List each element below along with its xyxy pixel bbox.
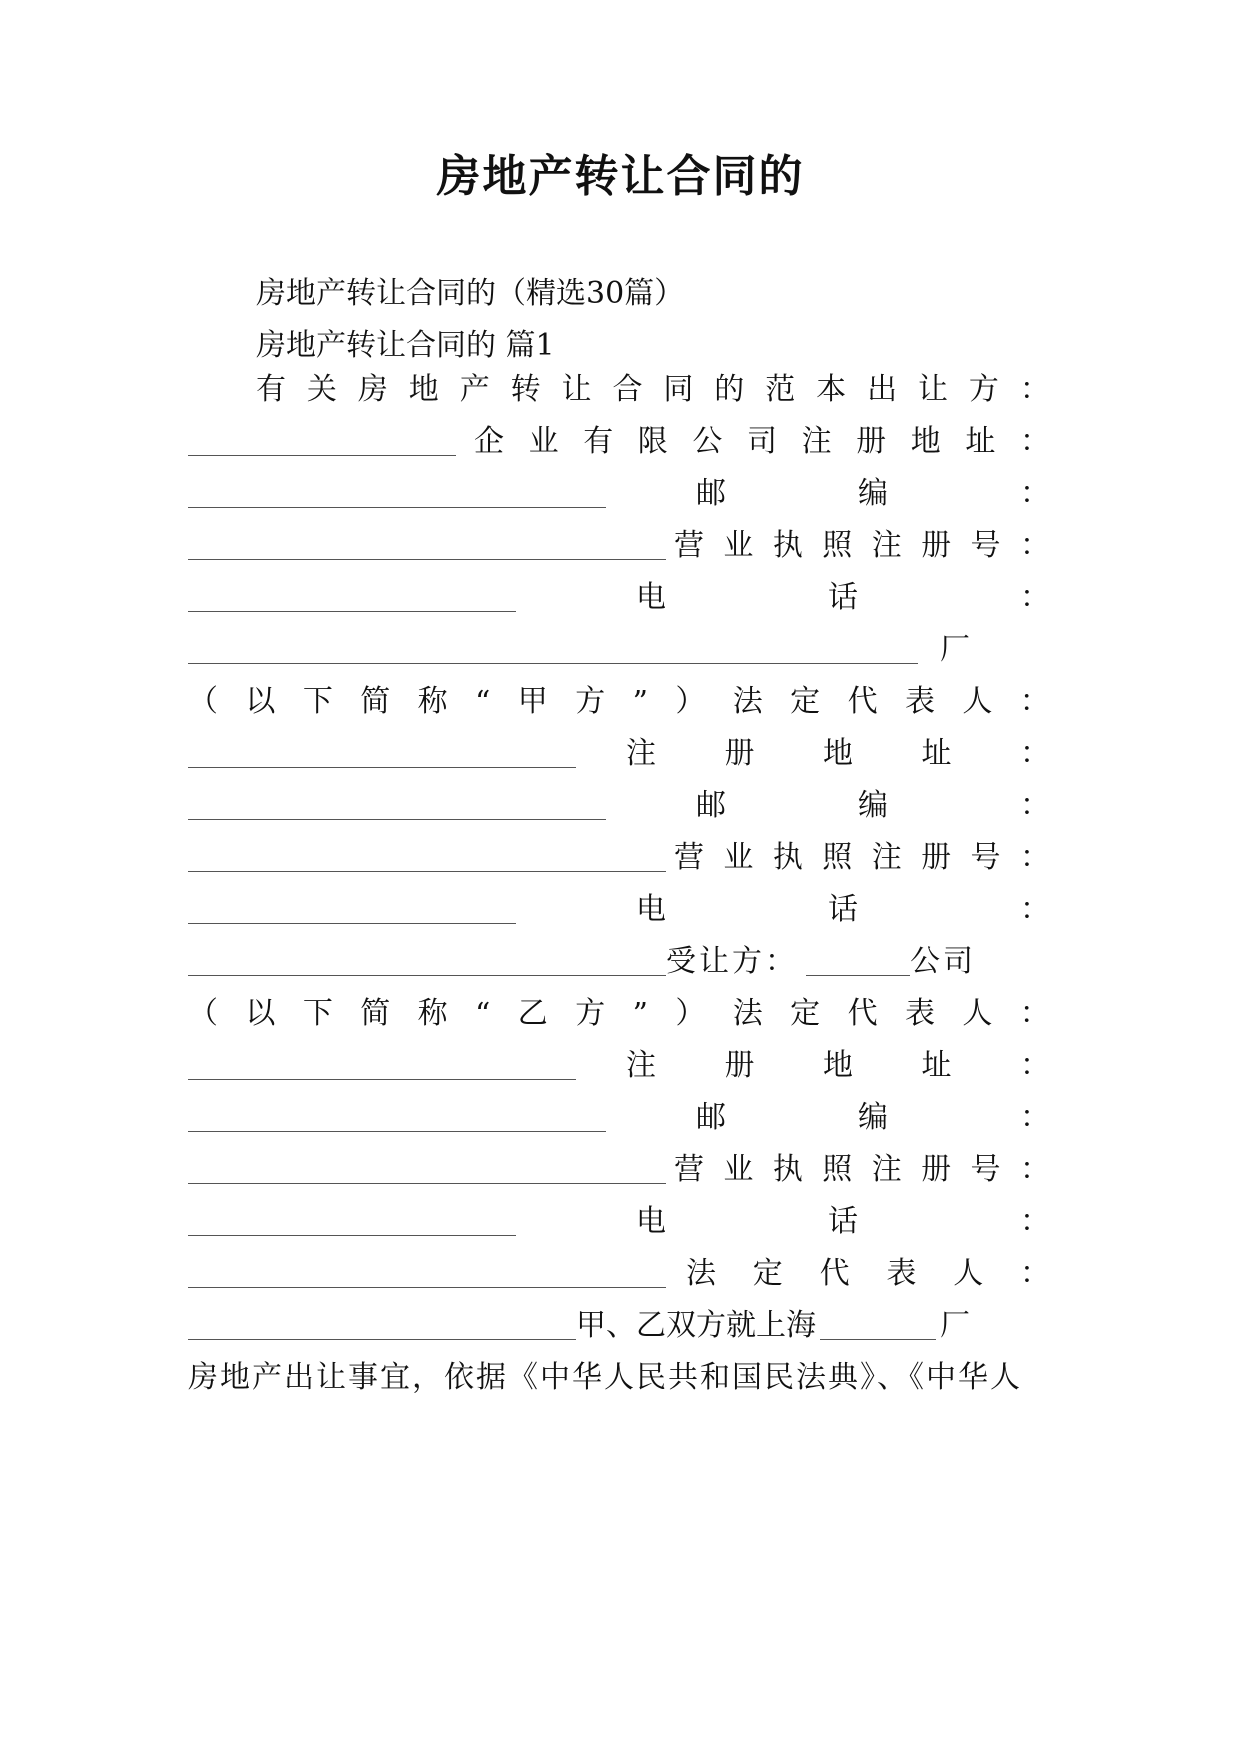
contract-line-7 xyxy=(188,680,1050,720)
char: ： xyxy=(1019,1152,1050,1187)
fill-blank[interactable] xyxy=(188,1211,516,1236)
char: 话 xyxy=(828,1204,858,1239)
char: 注 xyxy=(626,736,656,771)
char: 司 xyxy=(746,424,777,459)
contract-line-17 xyxy=(188,1200,1050,1240)
spread-text xyxy=(674,1144,1050,1188)
char: 法 xyxy=(732,996,763,1031)
char: 称 xyxy=(417,996,448,1031)
char: 注 xyxy=(871,1152,902,1187)
char: 法 xyxy=(732,684,763,719)
char: ： xyxy=(1019,1256,1050,1291)
char: 的 xyxy=(714,372,745,407)
char: 电 xyxy=(636,1204,666,1239)
char: ： xyxy=(1020,892,1050,927)
char: 话 xyxy=(828,580,858,615)
char: 号 xyxy=(970,528,1001,563)
inline-text: 厂 xyxy=(940,632,970,667)
char: 定 xyxy=(790,684,821,719)
fill-blank[interactable] xyxy=(188,1107,606,1132)
fill-blank[interactable] xyxy=(188,899,516,924)
contract-line-18 xyxy=(188,1252,1050,1292)
char: 执 xyxy=(772,1152,803,1187)
fill-blank[interactable] xyxy=(820,1315,936,1340)
char: 照 xyxy=(822,528,853,563)
char: 地 xyxy=(910,424,941,459)
contract-line-10 xyxy=(188,836,1050,876)
contract-line-11 xyxy=(188,888,1050,928)
char: 注 xyxy=(626,1048,656,1083)
char: 方 xyxy=(575,684,606,719)
char: 址 xyxy=(921,736,952,771)
spread-text xyxy=(188,676,1050,720)
char: 营 xyxy=(674,840,704,875)
spread-text xyxy=(256,364,1050,408)
contract-line-15 xyxy=(188,1096,1050,1136)
section-heading: 房地产转让合同的 篇1 xyxy=(256,328,555,363)
char: 电 xyxy=(636,580,666,615)
spread-text xyxy=(696,1092,1050,1136)
char: 编 xyxy=(858,788,888,823)
char: 业 xyxy=(723,840,754,875)
char: 册 xyxy=(724,736,755,771)
char: 营 xyxy=(674,528,704,563)
char: ： xyxy=(1020,1048,1050,1083)
char: 人 xyxy=(962,684,993,719)
spread-text xyxy=(626,1040,1050,1084)
char: 产 xyxy=(459,372,490,407)
char: 人 xyxy=(953,1256,984,1291)
char: 本 xyxy=(816,372,847,407)
contract-line-1 xyxy=(256,368,1050,408)
char: 营 xyxy=(674,1152,704,1187)
inline-text: 公司 xyxy=(910,944,976,979)
fill-blank[interactable] xyxy=(188,743,576,768)
char: 有 xyxy=(256,372,286,407)
char: 号 xyxy=(970,840,1001,875)
spread-text xyxy=(686,1248,1050,1292)
spread-text xyxy=(696,468,1050,512)
char: 地 xyxy=(408,372,439,407)
char: 册 xyxy=(921,1152,952,1187)
contract-line-5 xyxy=(188,576,1050,616)
fill-blank[interactable] xyxy=(188,1055,576,1080)
fill-blank[interactable] xyxy=(188,639,918,664)
char: 电 xyxy=(636,892,666,927)
char: 址 xyxy=(965,424,996,459)
spread-text xyxy=(474,416,1050,460)
char: 人 xyxy=(962,996,993,1031)
inline-text: 甲、乙双方就上海 xyxy=(576,1308,816,1343)
char: 表 xyxy=(886,1256,917,1291)
char: 业 xyxy=(723,528,754,563)
char: 地 xyxy=(823,736,853,771)
char: 以 xyxy=(245,996,276,1031)
fill-blank[interactable] xyxy=(188,431,456,456)
char: 编 xyxy=(858,1100,888,1135)
fill-blank[interactable] xyxy=(188,951,666,976)
char: 业 xyxy=(723,1152,754,1187)
char: （ xyxy=(188,996,218,1031)
char: 法 xyxy=(686,1256,716,1291)
char: “ xyxy=(475,685,491,720)
char: 邮 xyxy=(696,788,726,823)
char: ： xyxy=(1020,788,1050,823)
fill-blank[interactable] xyxy=(188,1263,666,1288)
char: 邮 xyxy=(696,476,726,511)
char: ： xyxy=(1019,424,1050,459)
char: 照 xyxy=(822,1152,853,1187)
char: 让 xyxy=(561,372,592,407)
char: ： xyxy=(1019,996,1050,1031)
contract-line-20 xyxy=(188,1356,1050,1396)
char: ： xyxy=(1019,528,1050,563)
char: 照 xyxy=(822,840,853,875)
char: 称 xyxy=(417,684,448,719)
char: 地 xyxy=(823,1048,853,1083)
char: 范 xyxy=(765,372,796,407)
contract-line-3 xyxy=(188,472,1050,512)
char: 乙 xyxy=(517,996,548,1031)
char: 出 xyxy=(867,372,898,407)
char: 让 xyxy=(917,372,948,407)
char: 简 xyxy=(360,684,391,719)
subtitle: 房地产转让合同的（精选30篇） xyxy=(256,276,685,311)
char: ： xyxy=(1020,476,1050,511)
char: 下 xyxy=(302,996,333,1031)
char: 限 xyxy=(637,424,668,459)
char: 号 xyxy=(970,1152,1001,1187)
char: 址 xyxy=(921,1048,952,1083)
char: ： xyxy=(1019,840,1050,875)
char: 编 xyxy=(858,476,888,511)
spread-text xyxy=(674,832,1050,876)
char: 代 xyxy=(819,1256,850,1291)
char: 合 xyxy=(612,372,643,407)
char: 执 xyxy=(772,528,803,563)
char: ） xyxy=(675,996,706,1031)
contract-line-6 xyxy=(188,628,1050,668)
spread-text xyxy=(696,780,1050,824)
char: 同 xyxy=(663,372,694,407)
char: 注 xyxy=(871,840,902,875)
char: “ xyxy=(475,997,491,1032)
contract-line-14 xyxy=(188,1044,1050,1084)
char: 定 xyxy=(790,996,821,1031)
fill-blank[interactable] xyxy=(188,483,606,508)
contract-line-19 xyxy=(188,1304,1050,1344)
char: 下 xyxy=(302,684,333,719)
char: ” xyxy=(632,685,648,720)
contract-line-16 xyxy=(188,1148,1050,1188)
char: 表 xyxy=(904,684,935,719)
document-title: 房地产转让合同的 xyxy=(436,151,805,202)
char: 定 xyxy=(752,1256,783,1291)
char: 代 xyxy=(847,684,878,719)
char: 业 xyxy=(528,424,559,459)
char: 房 xyxy=(357,372,388,407)
char: 册 xyxy=(724,1048,755,1083)
char: ： xyxy=(1020,736,1050,771)
char: ” xyxy=(632,997,648,1032)
spread-text xyxy=(674,520,1050,564)
inline-text: 厂 xyxy=(940,1308,970,1343)
char: 关 xyxy=(306,372,337,407)
contract-line-2 xyxy=(188,420,1050,460)
fill-blank[interactable] xyxy=(188,795,606,820)
char: 册 xyxy=(921,840,952,875)
contract-line-9 xyxy=(188,784,1050,824)
char: ： xyxy=(1020,1204,1050,1239)
char: ： xyxy=(1019,684,1050,719)
fill-blank[interactable] xyxy=(188,847,666,872)
fill-blank[interactable] xyxy=(188,1315,576,1340)
contract-line-4 xyxy=(188,524,1050,564)
fill-blank[interactable] xyxy=(188,587,516,612)
char: 注 xyxy=(871,528,902,563)
char: ） xyxy=(675,684,706,719)
char: 以 xyxy=(245,684,276,719)
char: 公 xyxy=(692,424,723,459)
char: 话 xyxy=(828,892,858,927)
char: 有 xyxy=(583,424,614,459)
char: ： xyxy=(1019,372,1050,407)
contract-line-12 xyxy=(188,940,1050,980)
char: 册 xyxy=(856,424,887,459)
spread-text xyxy=(188,988,1050,1032)
spread-text xyxy=(636,1196,1050,1240)
char: （ xyxy=(188,684,218,719)
inline-text: 受让方： xyxy=(666,944,798,979)
char: 方 xyxy=(968,372,999,407)
char: 册 xyxy=(921,528,952,563)
char: 注 xyxy=(801,424,832,459)
contract-line-13 xyxy=(188,992,1050,1032)
char: 企 xyxy=(474,424,504,459)
fill-blank[interactable] xyxy=(806,951,910,976)
fill-blank[interactable] xyxy=(188,1159,666,1184)
char: ： xyxy=(1020,580,1050,615)
char: 执 xyxy=(772,840,803,875)
char: 简 xyxy=(360,996,391,1031)
fill-blank[interactable] xyxy=(188,535,666,560)
char: 表 xyxy=(904,996,935,1031)
spread-text xyxy=(626,728,1050,772)
char: 邮 xyxy=(696,1100,726,1135)
char: ： xyxy=(1020,1100,1050,1135)
spread-text xyxy=(636,884,1050,928)
char: 代 xyxy=(847,996,878,1031)
contract-line-8 xyxy=(188,732,1050,772)
char: 转 xyxy=(510,372,541,407)
char: 方 xyxy=(575,996,606,1031)
spread-text xyxy=(636,572,1050,616)
char: 甲 xyxy=(517,684,548,719)
inline-text: 房地产出让事宜，依据《中华人民共和国民法典》、《中华人 xyxy=(188,1360,1022,1395)
